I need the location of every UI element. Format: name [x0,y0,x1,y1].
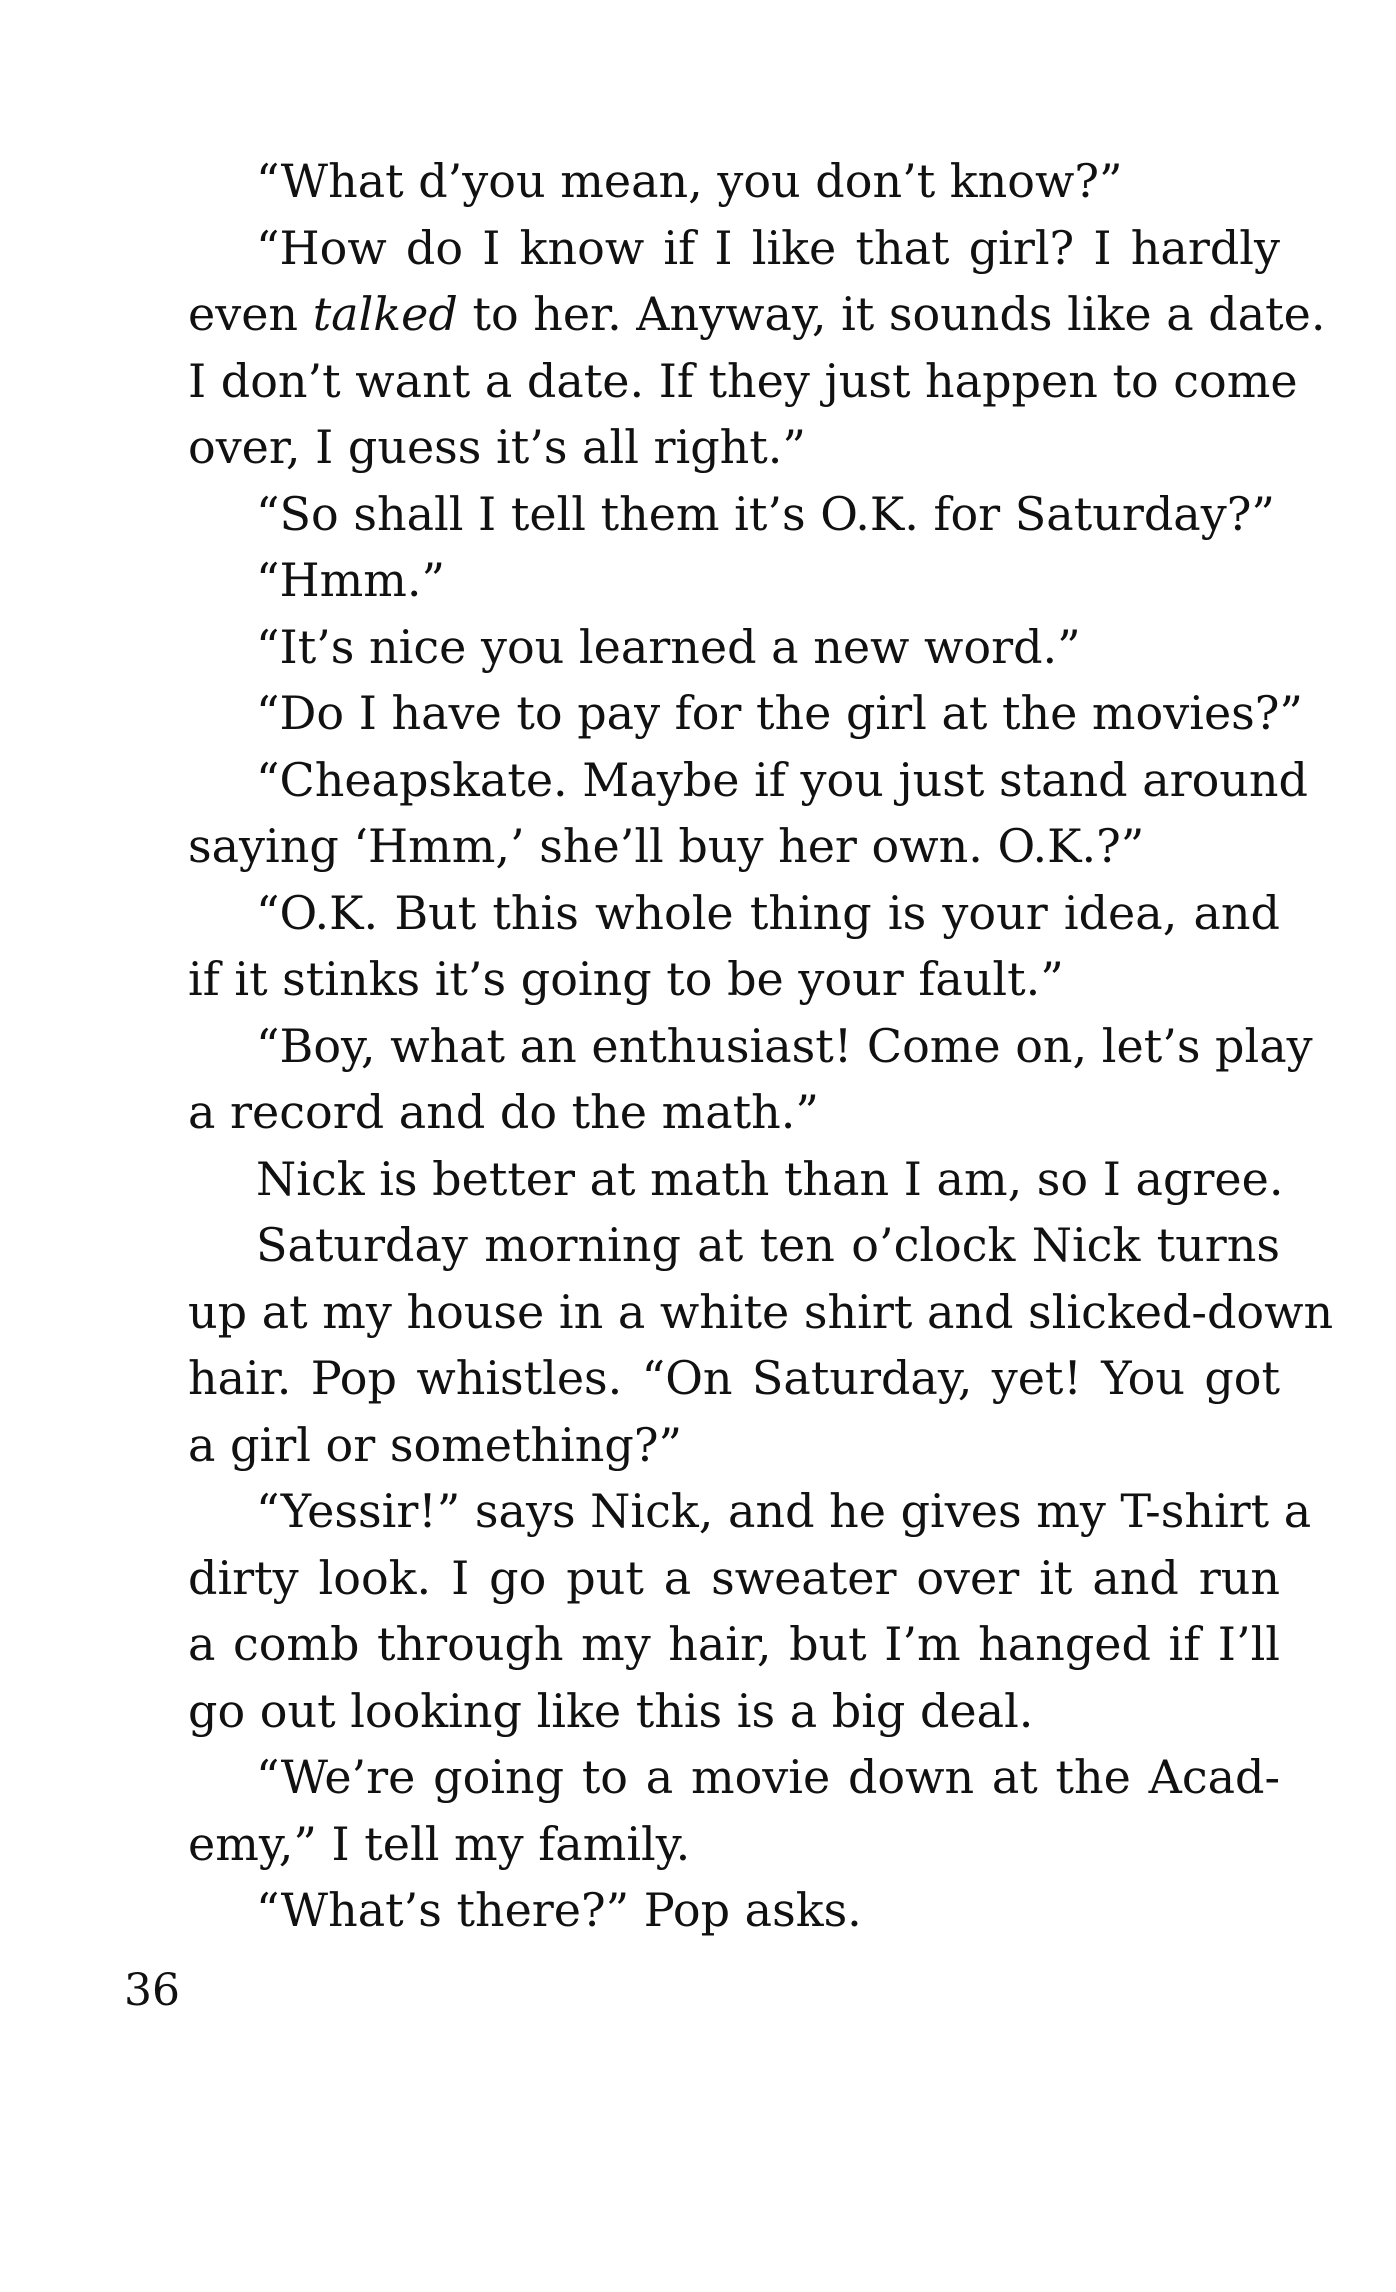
text-line: “We’re going to a movie down at the Acad- [256,1750,1280,1804]
paragraph [120,1013,1313,1146]
italic-word: talked [312,287,458,341]
paragraph [120,481,1280,548]
text-line: “Cheapskate. Maybe if you just stand around [256,752,1309,807]
page-body [120,148,1334,1944]
text-line: “What d’you mean, you don’t know?” [256,154,1123,208]
text-line: hair. Pop whistles. “On Saturday, yet! You got [188,1351,1280,1405]
text-line: a comb through my hair, but I’m hanged if I’ll [188,1617,1280,1671]
text-line: go out looking like this is a big deal. [188,1683,1034,1738]
paragraph [120,1744,1280,1877]
paragraph [120,1478,1312,1744]
text-line: if it stinks it’s going to be your fault.” [188,952,1064,1006]
text-line: “It’s nice you learned a new word.” [256,619,1081,674]
text-line-with-italic [120,281,1326,348]
text-line: over, I guess it’s all right.” [188,420,806,474]
text-line: emy,” I tell my family. [188,1816,691,1871]
text-line: “Do I have to pay for the girl at the movies?” [256,686,1303,740]
paragraph [120,148,1280,215]
text-line: up at my house in a white shirt and slicked-down [188,1284,1334,1339]
text-line: saying ‘Hmm,’ she’ll buy her own. O.K.?” [188,819,1145,873]
page-number: 36 [124,1965,180,2016]
text-line: Nick is better at math than I am, so I agree. [256,1151,1284,1206]
text-line: dirty look. I go put a sweater over it and run [188,1550,1280,1605]
paragraph [120,880,1280,1013]
text-segment: even talked to her. Anyway, it sounds like a date. [188,287,1326,341]
text-line: a girl or something?” [188,1417,683,1472]
paragraph [120,1146,1284,1213]
text-line: “What’s there?” Pop asks. [256,1883,862,1937]
text-line: “O.K. But this whole thing is your idea, and [256,885,1280,940]
paragraph [120,1877,1280,1944]
text-line: “Hmm.” [256,553,446,607]
text-line: “Boy, what an enthusiast! Come on, let’s play [256,1018,1313,1073]
text-line: Saturday morning at ten o’clock Nick turns [256,1218,1280,1272]
text-line: “How do I know if I like that girl? I hardly [256,220,1280,275]
paragraph [120,680,1303,747]
text-line: I don’t want a date. If they just happen to come [188,353,1298,408]
text-line: “Yessir!” says Nick, and he gives my T-shirt a [256,1484,1312,1538]
text-line: a record and do the math.” [188,1085,819,1139]
paragraph [120,547,1280,614]
paragraph [120,747,1309,880]
paragraph [120,614,1280,681]
text-line: “So shall I tell them it’s O.K. for Saturday?” [256,486,1275,541]
paragraph [120,215,1326,481]
paragraph [120,1212,1334,1478]
